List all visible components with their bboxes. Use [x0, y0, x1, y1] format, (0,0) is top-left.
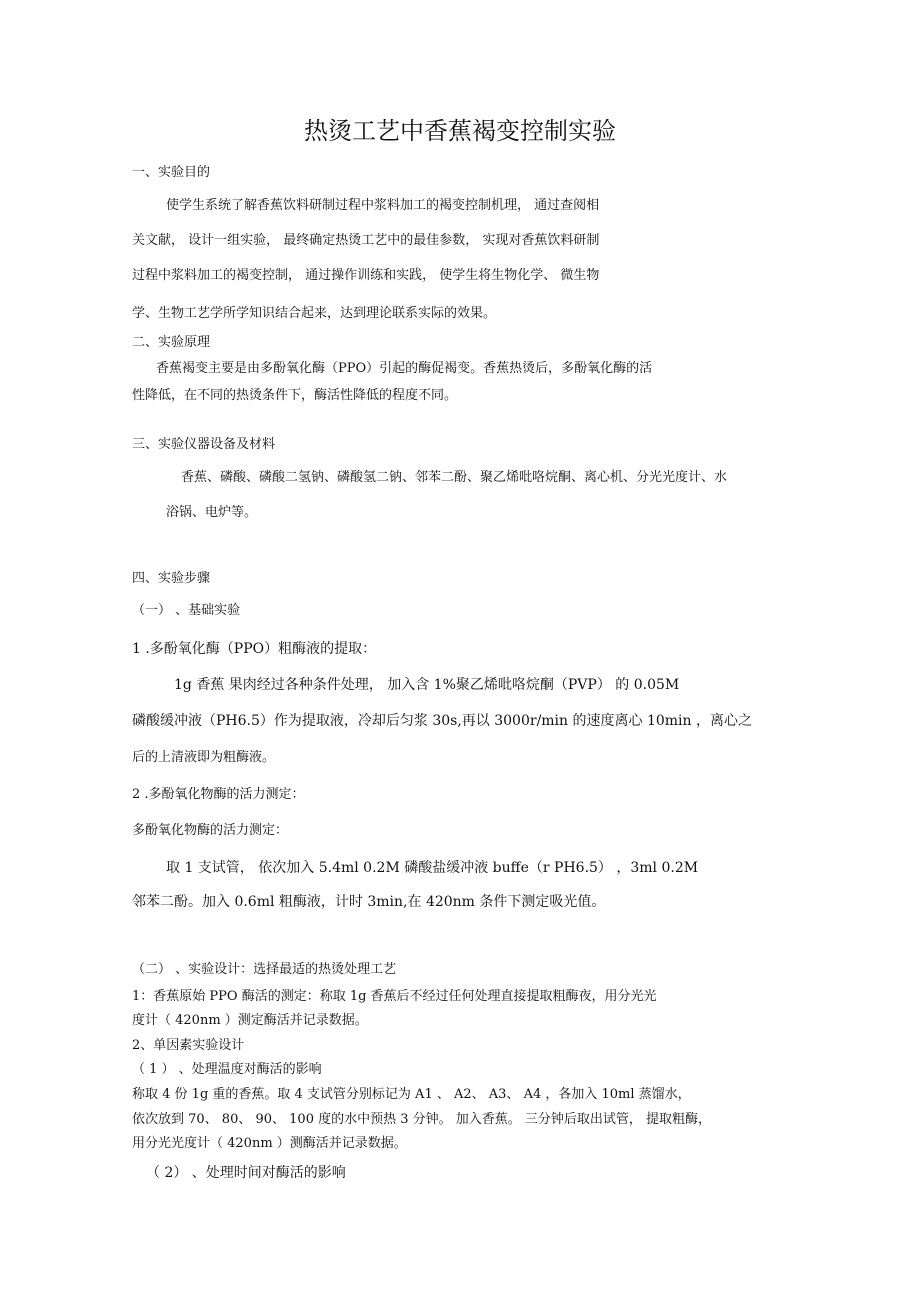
- paragraph-line: 邻苯二酚。加入 0.6ml 粗酶液，计时 3min,在 420nm 条件下测定吸光值。: [132, 894, 606, 910]
- section-heading-steps: 四、实验步骤: [132, 571, 211, 586]
- paragraph-line: 磷酸缓冲液（PH6.5）作为提取液，冷却后匀浆 30s,再以 3000r/min 的速度离心 10min ，离心之: [132, 713, 752, 729]
- paragraph-line: 学、生物工艺学所学知识结合起来，达到理论联系实际的效果。: [132, 306, 497, 321]
- paragraph-line: 取 1 支试管， 依次加入 5.4ml 0.2M 磷酸盐缓冲液 buffe（r PH6.5） ，3ml 0.2M: [166, 860, 699, 876]
- paragraph-line: 1：香蕉原始 PPO 酶活的测定：称取 1g 香蕉后不经过任何处理直接提取粗酶夜，用分光光: [132, 989, 657, 1004]
- paragraph-line: 度计（ 420nm ）测定酶活并记录数据。: [132, 1013, 368, 1028]
- paragraph-line: 浴锅、电炉等。: [166, 505, 258, 520]
- page-title: 热烫工艺中香蕉褐变控制实验: [304, 117, 616, 145]
- paragraph-line: 使学生系统了解香蕉饮料研制过程中浆料加工的褐变控制机理， 通过查阅相: [166, 198, 600, 213]
- section-heading-principle: 二、实验原理: [132, 335, 211, 350]
- paragraph-line: 后的上清液即为粗酶液。: [132, 750, 276, 765]
- paragraph-line: 香蕉、磷酸、磷酸二氢钠、磷酸氢二钠、邻苯二酚、聚乙烯吡咯烷酮、离心机、分光光度计、水: [181, 470, 728, 485]
- section-heading-purpose: 一、实验目的: [132, 165, 211, 180]
- paragraph-line: 过程中浆料加工的褐变控制， 通过操作训练和实践， 使学生将生物化学、 微生物: [132, 268, 600, 283]
- paragraph-line: 香蕉褐变主要是由多酚氧化酶（PPO）引起的酶促褐变。香蕉热烫后，多酚氧化酶的活: [156, 361, 653, 376]
- subsection-heading-basic: （一） 、基础实验: [132, 603, 241, 618]
- paragraph-line: 关文献， 设计一组实验， 最终确定热烫工艺中的最佳参数， 实现对香蕉饮料研制: [132, 233, 600, 248]
- paragraph-line: 称取 4 份 1g 重的香蕉。取 4 支试管分别标记为 A1 、 A2、 A3、 A4 ，各加入 10ml 蒸馏水，: [132, 1087, 691, 1102]
- paragraph-line: 性降低，在不同的热烫条件下，酶活性降低的程度不同。: [132, 388, 458, 403]
- paragraph-line: 依次放到 70、 80、 90、 100 度的水中预热 3 分钟。 加入香蕉。 三分钟后取出试管， 提取粗酶，: [132, 1112, 712, 1127]
- paragraph-line: 用分光光度计（ 420nm ）测酶活并记录数据。: [132, 1136, 407, 1151]
- item-heading-ppo-extraction: 1 .多酚氧化酶（PPO）粗酶液的提取：: [132, 641, 377, 657]
- section-heading-materials: 三、实验仪器设备及材料: [132, 437, 276, 452]
- paragraph-line: 1g 香蕉 果肉经过各种条件处理， 加入含 1%聚乙烯吡咯烷酮（PVP） 的 0.05M: [174, 677, 680, 693]
- paragraph-line: 多酚氧化物酶的活力测定：: [132, 823, 289, 838]
- subsection-heading-design: （二） 、实验设计：选择最适的热烫处理工艺: [132, 962, 397, 977]
- item-heading-activity: 2 .多酚氧化物酶的活力测定：: [132, 787, 305, 802]
- paragraph-line: 2、单因素实验设计: [132, 1038, 245, 1053]
- paragraph-line: （ 1 ） 、处理温度对酶活的影响: [132, 1062, 322, 1077]
- paragraph-line: （ 2） 、处理时间对酶活的影响: [146, 1165, 346, 1181]
